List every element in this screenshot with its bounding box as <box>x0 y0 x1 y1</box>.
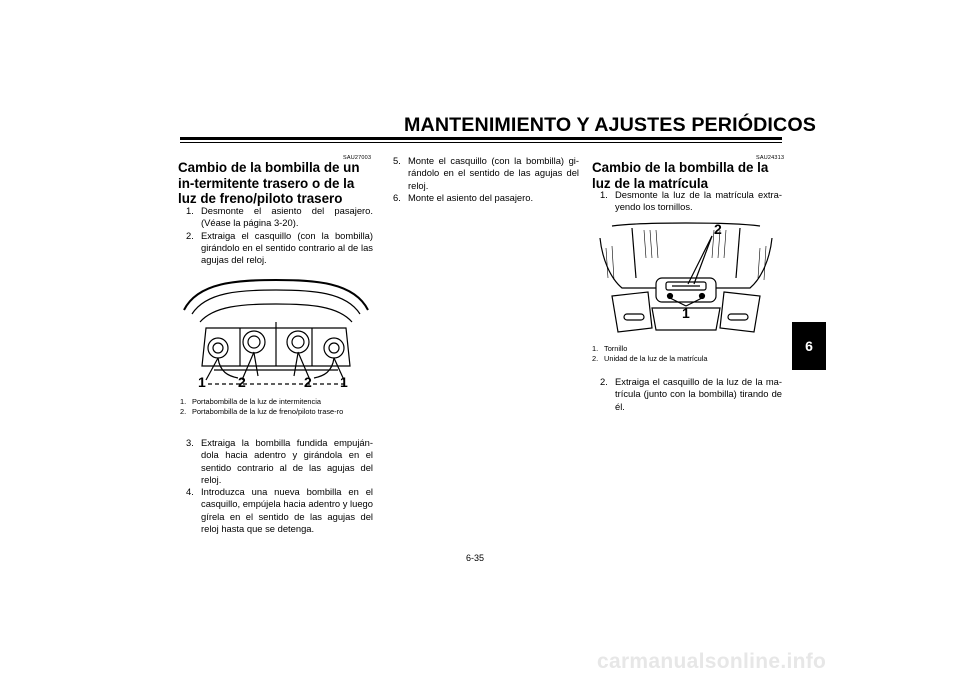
caption-number: 2. <box>592 354 599 364</box>
step-number: 1. <box>186 205 194 216</box>
caption-item <box>180 407 374 417</box>
step-text: Monte el casquillo (con la bombilla) gi-rándolo en el sentido de las agujas del reloj. <box>408 155 579 191</box>
figure-callout: 2 <box>714 221 722 237</box>
step-number: 2. <box>600 376 608 387</box>
steps-list-continued <box>186 437 373 535</box>
figure-callout: 1 <box>340 374 348 390</box>
header-rule <box>180 137 782 140</box>
figure-callout: 1 <box>682 305 690 321</box>
rear-light-sockets-illustration <box>178 272 374 392</box>
steps-list <box>186 205 373 266</box>
step-text: Extraiga el casquillo (con la bombilla) girándolo en el sentido contrario al de las agujas del reloj. <box>201 229 373 266</box>
figure-captions <box>592 344 782 365</box>
step-number: 5. <box>393 155 401 166</box>
step-text: Extraiga el casquillo de la luz de la ma-trícula (junto con la bombilla) tirando de él. <box>615 376 782 412</box>
step-text: Desmonte la luz de la matrícula extra-yendo los tornillos. <box>615 189 782 213</box>
step-number: 1. <box>600 189 608 200</box>
step-text: Extraiga la bombilla fundida empuján-dola hacia adentro y girándola en el sentido contrario al de las agujas del reloj. <box>201 437 373 485</box>
caption-item <box>180 397 374 407</box>
step-item <box>186 437 373 486</box>
section-title: Cambio de la bombilla de un in-termitente trasero o de la luz de freno/piloto trasero <box>178 160 360 206</box>
section-title: Cambio de la bombilla de la luz de la matrícula <box>592 160 769 191</box>
steps-list <box>393 155 579 204</box>
caption-number: 1. <box>180 397 187 406</box>
caption-text: Portabombilla de la luz de freno/piloto trase-ro <box>192 407 344 417</box>
step-text: Desmonte el asiento del pasajero. (Véase la página 3-20). <box>201 205 373 229</box>
step-item <box>186 486 373 535</box>
caption-number: 2. <box>180 407 187 417</box>
figure-callout: 2 <box>304 374 312 390</box>
license-plate-light-illustration <box>592 218 780 338</box>
step-number: 2. <box>186 229 194 241</box>
step-number: 6. <box>393 191 401 203</box>
caption-number: 1. <box>592 344 599 353</box>
caption-item <box>592 344 782 354</box>
step-item <box>186 230 373 267</box>
step-text: Monte el asiento del pasajero. <box>408 191 534 203</box>
header-rule-thin <box>180 142 782 143</box>
steps-list <box>600 189 782 214</box>
step-item <box>600 189 782 214</box>
watermark[interactable]: carmanualsonline.info <box>597 650 827 673</box>
page-header-title: MANTENIMIENTO Y AJUSTES PERIÓDICOS <box>404 114 817 136</box>
figure-callout: 2 <box>238 374 246 390</box>
step-text: Introduzca una nueva bombilla en el casquillo, empújela hacia adentro y luego gírela en el sentido de las agujas del reloj hasta que se detenga. <box>201 486 373 535</box>
caption-item <box>592 354 782 364</box>
caption-text: Unidad de la luz de la matrícula <box>604 354 708 364</box>
steps-list-continued <box>600 376 782 413</box>
step-item <box>600 376 782 413</box>
page-number: 6-35 <box>466 553 485 563</box>
section-code: SAU27003 <box>343 155 372 161</box>
step-item <box>393 192 579 204</box>
step-number: 4. <box>186 486 194 498</box>
figure-captions <box>180 397 374 418</box>
figure-callout: 1 <box>198 374 206 390</box>
step-item <box>186 205 373 230</box>
step-number: 3. <box>186 437 194 448</box>
section-code: SAU24313 <box>756 155 785 161</box>
caption-text: Tornillo <box>604 344 628 353</box>
caption-text: Portabombilla de la luz de intermitencia <box>192 397 321 406</box>
chapter-tab[interactable]: 6 <box>792 322 826 370</box>
step-item <box>393 155 579 192</box>
